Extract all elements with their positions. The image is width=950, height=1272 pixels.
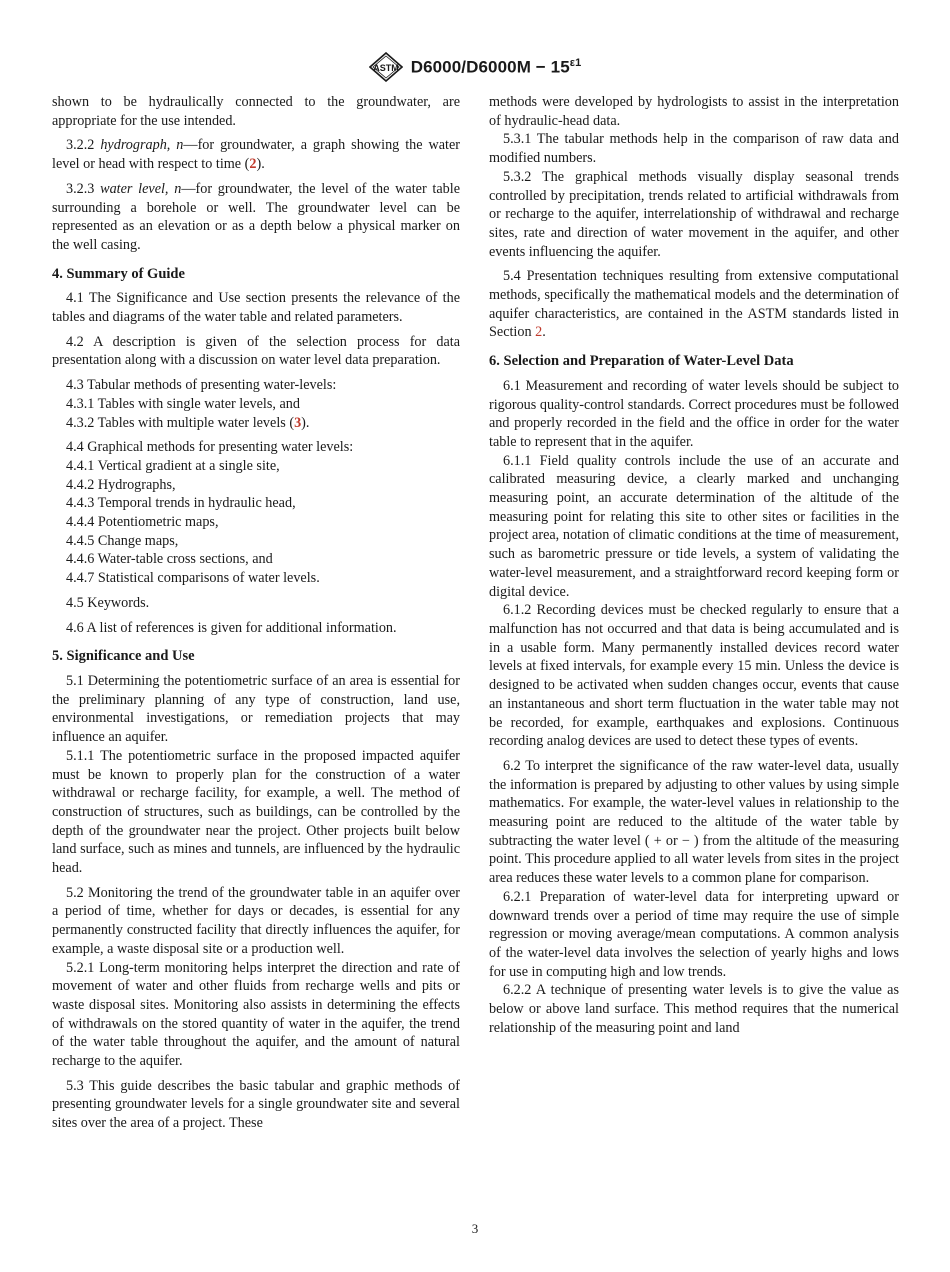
- list-item: 4.4.1 Vertical gradient at a single site,: [66, 457, 280, 474]
- page-number: 3: [471, 1221, 479, 1236]
- page-header: [0, 52, 950, 87]
- list-item: 4.3 Tabular methods of presenting water-levels:: [66, 377, 337, 394]
- list-item: 4.4.4 Potentiometric maps,: [66, 514, 219, 531]
- list-item: 4.3.1 Tables with single water levels, and: [66, 395, 300, 412]
- designation-superscript: ε1: [569, 56, 582, 69]
- list-item: 4.4.2 Hydrographs,: [66, 476, 176, 493]
- paragraph: 5.2.1 Long-term monitoring helps interpret the direction and rate of movement of water and other fluids from recharge wells and pits or waste disposal sites. Monitoring also assists in determining the effects of withdrawals on the stored quantity of water in the aquifer, the trend of the water table throughout the aquifer, and the amount of natural recharge to the aquifer.: [52, 959, 460, 1070]
- list-item: 4.3.2 Tables with multiple water levels (3).: [66, 414, 310, 431]
- standard-designation: $D6000/D6000M - 15^{\varepsilon 1}$: [410, 56, 582, 77]
- list-item: 4.4.5 Change maps,: [66, 532, 179, 549]
- term: hydrograph, n: [100, 137, 184, 154]
- section-heading: 4. Summary of Guide: [52, 265, 185, 282]
- section-heading: 5. Significance and Use: [52, 648, 195, 665]
- paragraph: 5.2 Monitoring the trend of the groundwater table in an aquifer over a period of time, whether for days or decades, is essential for any permanently constructed facility that directly influences the aquifer, for example, a waste disposal site or a production well.: [52, 884, 460, 957]
- reference-link[interactable]: 3: [294, 414, 302, 431]
- paragraph: 6.2.1 Preparation of water-level data for interpreting upward or downward trends over a period of time may require the use of simple regression or moving average/mean computations. A common analysis of the water-level data involves the selection of yearly highs and lows for use in computing high and low trends.: [489, 888, 899, 980]
- list-item: 4.4 Graphical methods for presenting water levels:: [66, 439, 354, 456]
- paragraph: 5.3.1 The tabular methods help in the comparison of raw data and modified numbers.: [489, 131, 899, 167]
- right-column: [489, 93, 899, 1037]
- paragraph: 5.3.2 The graphical methods visually display seasonal trends controlled by precipitation, trends related to artificial withdrawals from or recharge to the aquifer, interrelationship of withdrawal and recharge sites, rate and direction of water movement in the aquifer, and other events influencing the aquifer.: [489, 168, 899, 260]
- list-item: 4.6 A list of references is given for additional information.: [66, 619, 397, 636]
- definition-hydrograph: 3.2.2 hydrograph, n—for groundwater, a graph showing the water level or head with respect to time (2).: [52, 137, 460, 173]
- paragraph: 6.1.1 Field quality controls include the use of an accurate and calibrated measuring device, a clearly marked and unchanging measuring point, an accurate determination of the altitude of the measuring point for relating this site to other sites or facilities in the project area, notation of climatic conditions at the time of measurement, such as barometric pressure or tide levels, a system of validating the water-level measurement, and a straightforward record keeping form or digital device.: [489, 452, 899, 600]
- paragraph: 4.2 A description is given of the selection process for data presentation along with a discussion on water level data preparation.: [52, 333, 460, 369]
- paragraph: 6.2.2 A technique of presenting water levels is to give the value as below or above land surface. This method requires that the numerical relationship of the measuring point and land: [489, 982, 899, 1036]
- left-column: [52, 93, 460, 1133]
- astm-logo-icon: [369, 52, 403, 82]
- paragraph: 5.1 Determining the potentiometric surface of an area is essential for the preliminary planning of any type of construction, land use, environmental investigations, or remediation projects that may influence an aquifer.: [52, 672, 460, 746]
- paragraph: 4.1 The Significance and Use section presents the relevance of the tables and diagrams of the water table and related parameters.: [52, 290, 460, 326]
- term: water level, n: [100, 180, 182, 197]
- section-heading: 6. Selection and Preparation of Water-Level Data: [489, 353, 794, 370]
- paragraph: 6.1.2 Recording devices must be checked regularly to ensure that a malfunction has not occurred and that data is being accumulated and is in a usable form. Many permanently installed devices record water levels at fixed intervals, for example every 15 min. Unless the device is designed to be activated when sudden changes occur, events that cause an instantaneous and short term fluctuation in the water table may not be recorded, for example, earthquakes and explosions. Continuous recording analog devices are used to detect these types of events.: [489, 602, 899, 750]
- definition-water-level: 3.2.3 water level, n—for groundwater, the level of the water table surrounding a borehole or well. The groundwater level can be represented as an elevation or as a depth below a physical marker on the well casing.: [52, 180, 460, 253]
- paragraph: shown to be hydraulically connected to the groundwater, are appropriate for the use intended.: [52, 94, 460, 129]
- list-item: 4.4.6 Water-table cross sections, and: [66, 551, 273, 568]
- list-item: 4.4.7 Statistical comparisons of water levels.: [66, 570, 320, 587]
- paragraph: 5.1.1 The potentiometric surface in the proposed impacted aquifer must be known to properly plan for the construction of a water withdrawal or recharge facility, for example, a well. The method of construction of structures, such as buildings, can be controlled by the depth of the groundwater near the project. Other projects built below land surface, such as mines and tunnels, are influenced by the hydraulic head.: [52, 747, 460, 877]
- paragraph: 6.2 To interpret the significance of the raw water-level data, usually the information is prepared by adjusting to other values by using simple mathematics. For example, the water-level values in relationship to the measuring point are reduced to the altitude of the water table by subtracting the water level ( + or − ) from the altitude of the measuring point. This procedure applied to all water levels from sites in the project area reduces these water levels to a common plane for comparison.: [489, 757, 899, 887]
- paragraph: 6.1 Measurement and recording of water levels should be subject to rigorous quality-control standards. Correct procedures must be followed and properly recorded in the field and the office in order for the water table to represent that in the aquifer.: [489, 377, 899, 450]
- section-link[interactable]: 2: [535, 324, 543, 341]
- paragraph: methods were developed by hydrologists to assist in the interpretation of hydraulic-head data.: [489, 94, 899, 129]
- list-item: 4.4.3 Temporal trends in hydraulic head,: [66, 495, 296, 512]
- paragraph: 5.4 Presentation techniques resulting from extensive computational methods, specifically the mathematical models and the determination of aquifer characteristics, are contained in the ASTM standards listed in Section 2.: [489, 268, 899, 341]
- paragraph: 5.3 This guide describes the basic tabular and graphic methods of presenting groundwater levels for a single groundwater site and several sites over the area of a project. These: [52, 1077, 460, 1132]
- reference-link[interactable]: 2: [249, 156, 257, 173]
- list-item: 4.5 Keywords.: [66, 594, 150, 611]
- svg-text:ASTM: ASTM: [372, 63, 399, 73]
